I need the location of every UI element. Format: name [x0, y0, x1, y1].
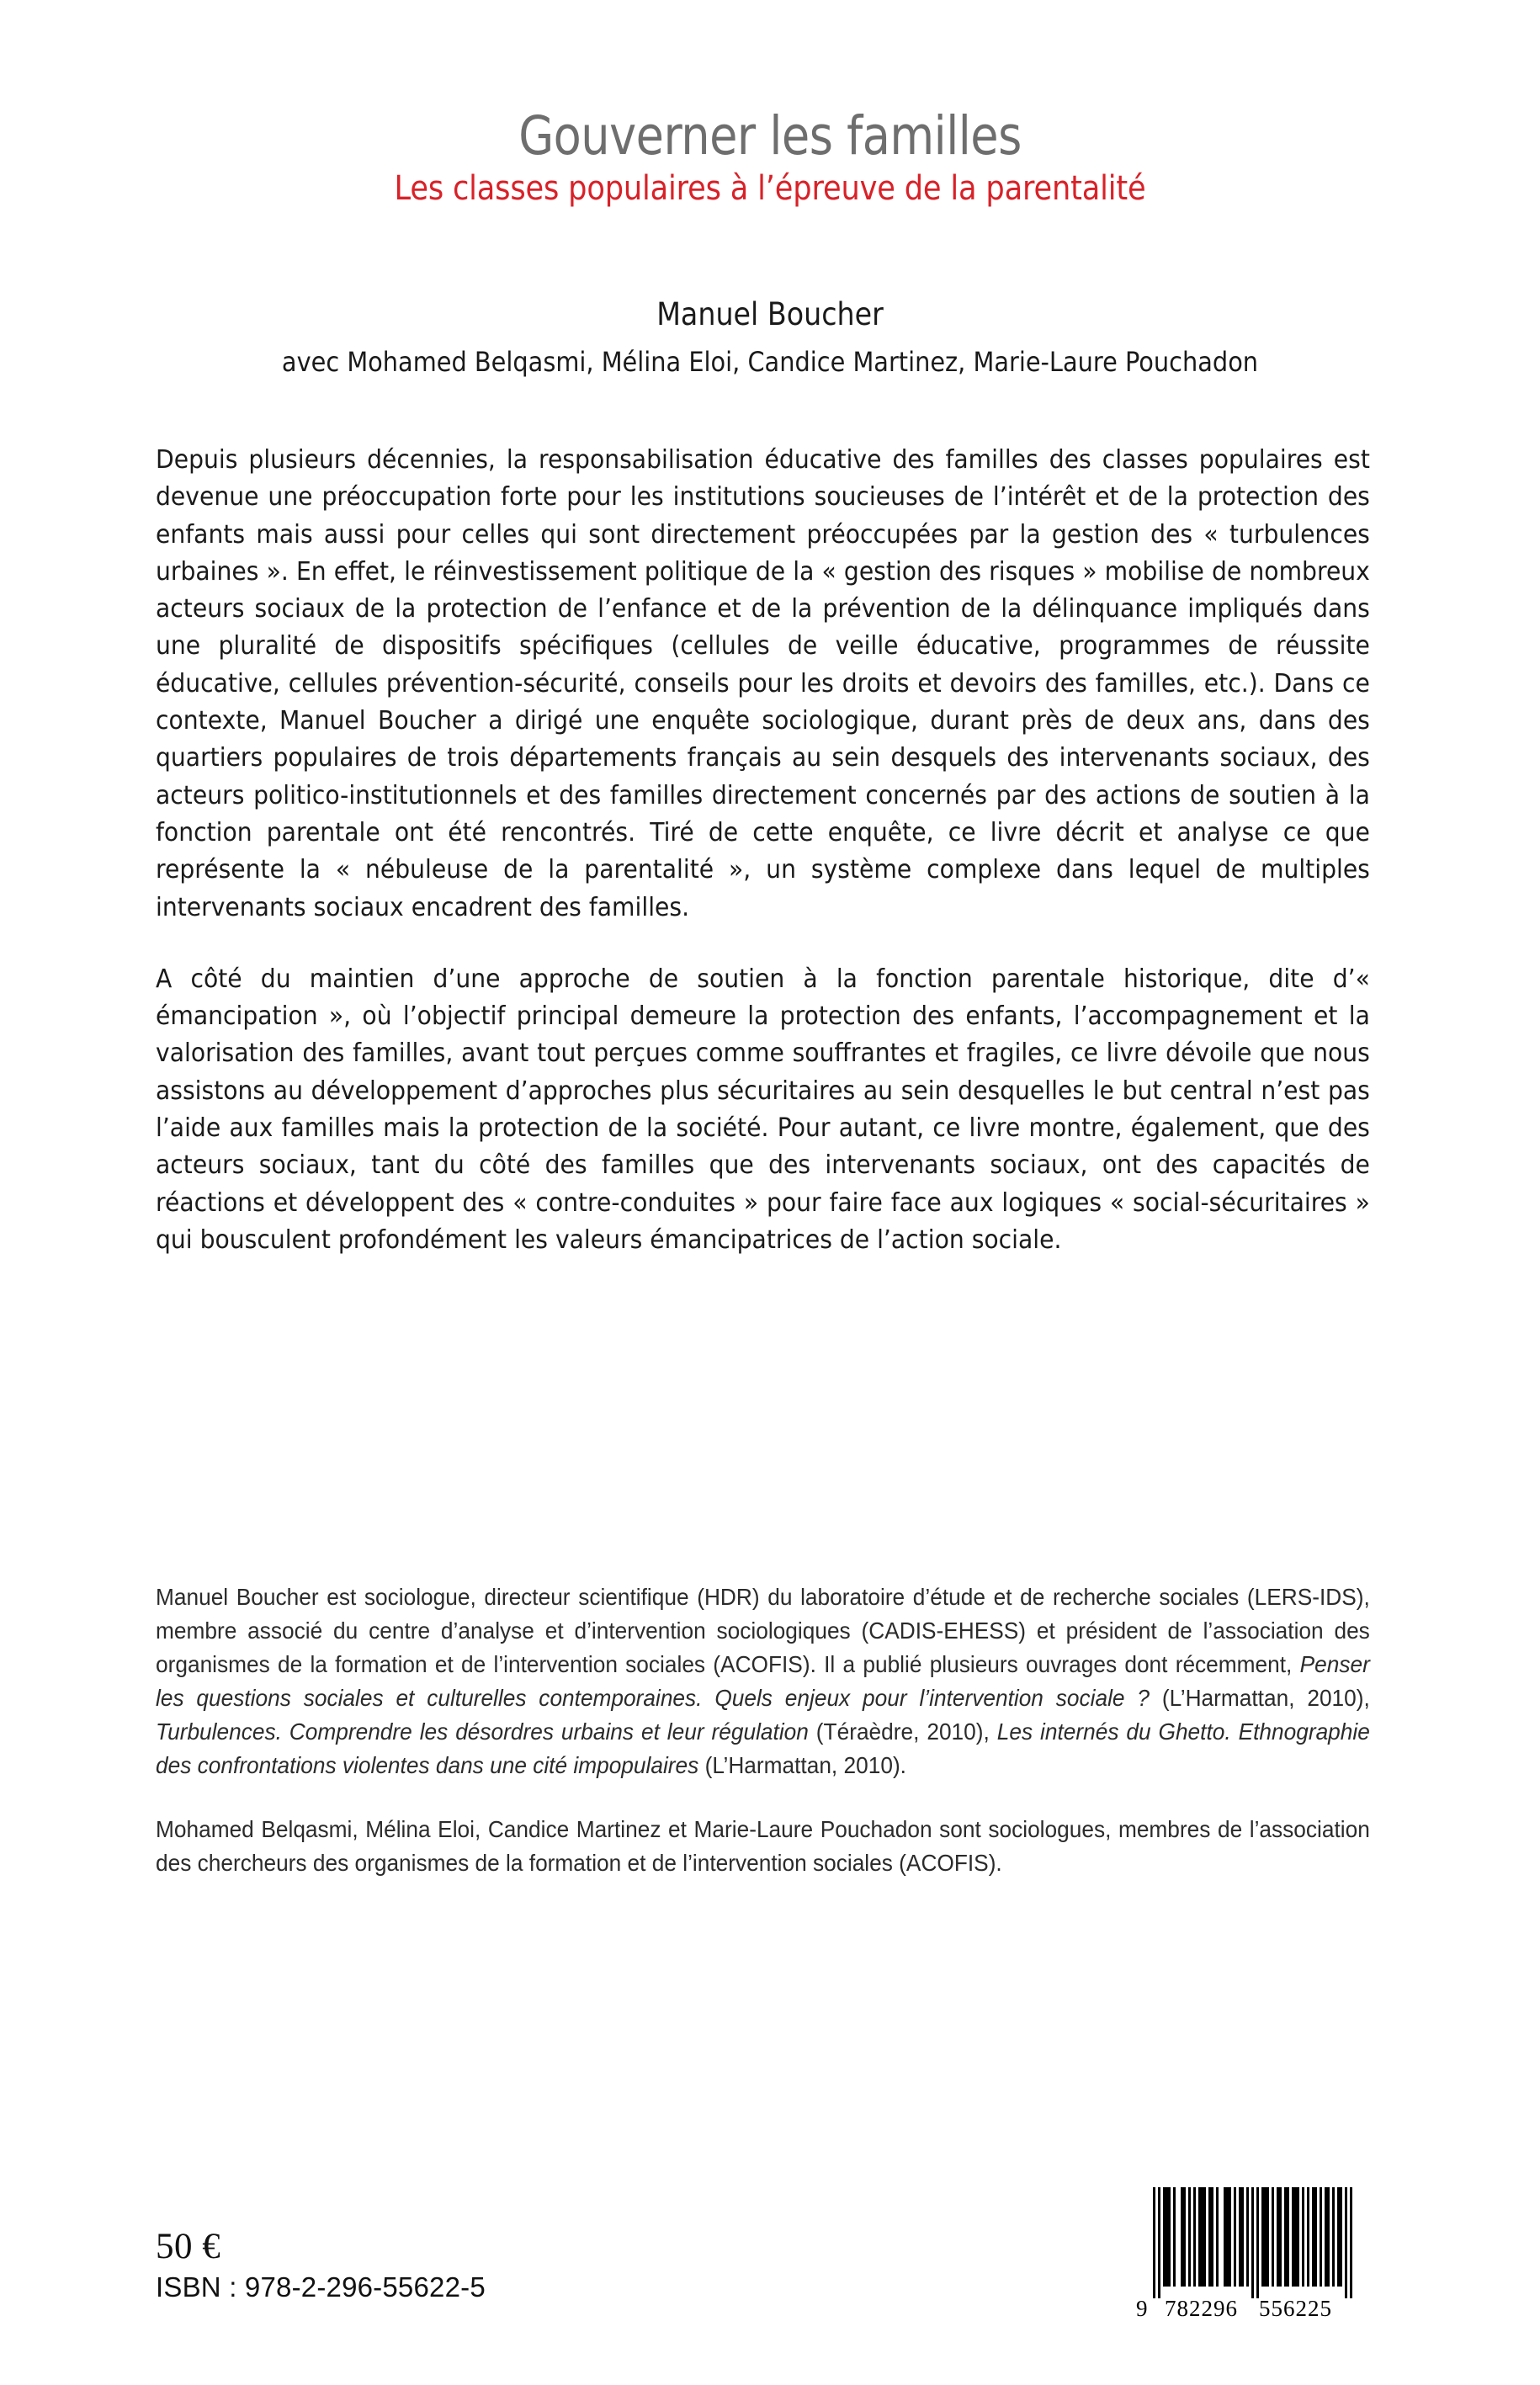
- price-label: 50 €: [156, 2227, 221, 2266]
- bio-intro: Manuel Boucher est sociologue, directeur scientifique (HDR) du laboratoire d’étude et de recherche sociales (LERS-IDS), membre associé du centre d’analyse et d’intervention sociologiques (CADIS-EHESS) et président de l’association des organismes de la formation et de l’intervention sociales (ACOFIS). Il a publié plusieurs ouvrages dont récemment,: [156, 1584, 1370, 1677]
- author-block: [0, 296, 1540, 378]
- work-title-1: Penser les questions sociales et culturelles contemporaines. Quels enjeux pour l’intervention sociale ?: [156, 1651, 1370, 1711]
- barcode-digits-left: 782296: [1165, 2296, 1238, 2321]
- page-subtitle: Les classes populaires à l’épreuve de la parentalité: [394, 169, 1146, 209]
- page-title: Gouverner les familles: [518, 105, 1022, 167]
- blurb-paragraph-1: Depuis plusieurs décennies, la responsabilisation éducative des familles des classes populaires est devenue une préoccupation forte pour les institutions soucieuses de l’intérêt et de la protection des enfants mais aussi pour celles qui sont directement préoccupées par la gestion des « turbulences urbaines ». En effet, le réinvestissement politique de la « gestion des risques » mobilise de nombreux acteurs sociaux de la protection de l’enfance et de la prévention de la délinquance impliqués dans une pluralité de dispositifs spécifiques (cellules de veille éducative, programmes de réussite éducative, cellules prévention-sécurité, conseils pour les droits et devoirs des familles, etc.). Dans ce contexte, Manuel Boucher a dirigé une enquête sociologique, durant près de deux ans, dans des quartiers populaires de trois départements français au sein desquels des intervenants sociaux, des acteurs politico-institutionnels et des familles directement concernés par des actions de soutien à la fonction parentale ont été rencontrés. Tiré de cette enquête, ce livre décrit et analyse ce que représente la « nébuleuse de la parentalité », un système complexe dans lequel de multiples intervenants sociaux encadrent des familles.: [156, 445, 1370, 922]
- work-publisher-2: (Téraèdre, 2010),: [808, 1718, 997, 1745]
- author-biography: [156, 1580, 1370, 1782]
- blurb-paragraph-2: A côté du maintien d’une approche de soutien à la fonction parentale historique, dite d’« émancipation », où l’objectif principal demeure la protection des enfants, l’accompagnement et la valorisation des familles, avant tout perçues comme souffrantes et fragiles, ce livre dévoile que nous assistons au développement d’approches plus sécuritaires au sein desquelles le but central n’est pas l’aide aux familles mais la protection de la société. Pour autant, ce livre montre, également, que des acteurs sociaux, tant du côté des familles que des intervenants sociaux, ont des capacités de réactions et développent des « contre-conduites » pour faire face aux logiques « social-sécuritaires » qui bousculent profondément les valeurs émancipatrices de l’action sociale.: [156, 964, 1370, 1255]
- coauthors-biography: Mohamed Belqasmi, Mélina Eloi, Candice Martinez et Marie-Laure Pouchadon sont sociologues, membres de l’association des chercheurs des organismes de la formation et de l’intervention sociales (ACOFIS).: [156, 1816, 1370, 1876]
- work-title-2: Turbulences. Comprendre les désordres urbains et leur régulation: [156, 1718, 809, 1745]
- work-publisher-3: (L’Harmattan, 2010).: [698, 1752, 906, 1778]
- coauthor-names: avec Mohamed Belqasmi, Mélina Eloi, Candice Martinez, Marie-Laure Pouchadon: [281, 346, 1259, 378]
- work-publisher-1: (L’Harmattan, 2010),: [1149, 1685, 1370, 1711]
- footer-left: [156, 2228, 486, 2303]
- barcode-bars-icon: [1134, 2184, 1360, 2302]
- blurb-text: [156, 442, 1370, 1259]
- barcode-digits: [1134, 2295, 1360, 2320]
- title-block: [0, 105, 1540, 209]
- work-title-3: Les internés du Ghetto. Ethnographie des confrontations violentes dans une cité impopulaires: [156, 1718, 1370, 1778]
- barcode-digit-first: 9: [1136, 2296, 1149, 2321]
- barcode-digits-right: 556225: [1259, 2296, 1332, 2321]
- barcode: [1134, 2184, 1360, 2320]
- biography-text: [156, 1580, 1370, 1880]
- isbn-label: ISBN : 978-2-296-55622-5: [156, 2271, 486, 2303]
- author-name: Manuel Boucher: [656, 296, 884, 332]
